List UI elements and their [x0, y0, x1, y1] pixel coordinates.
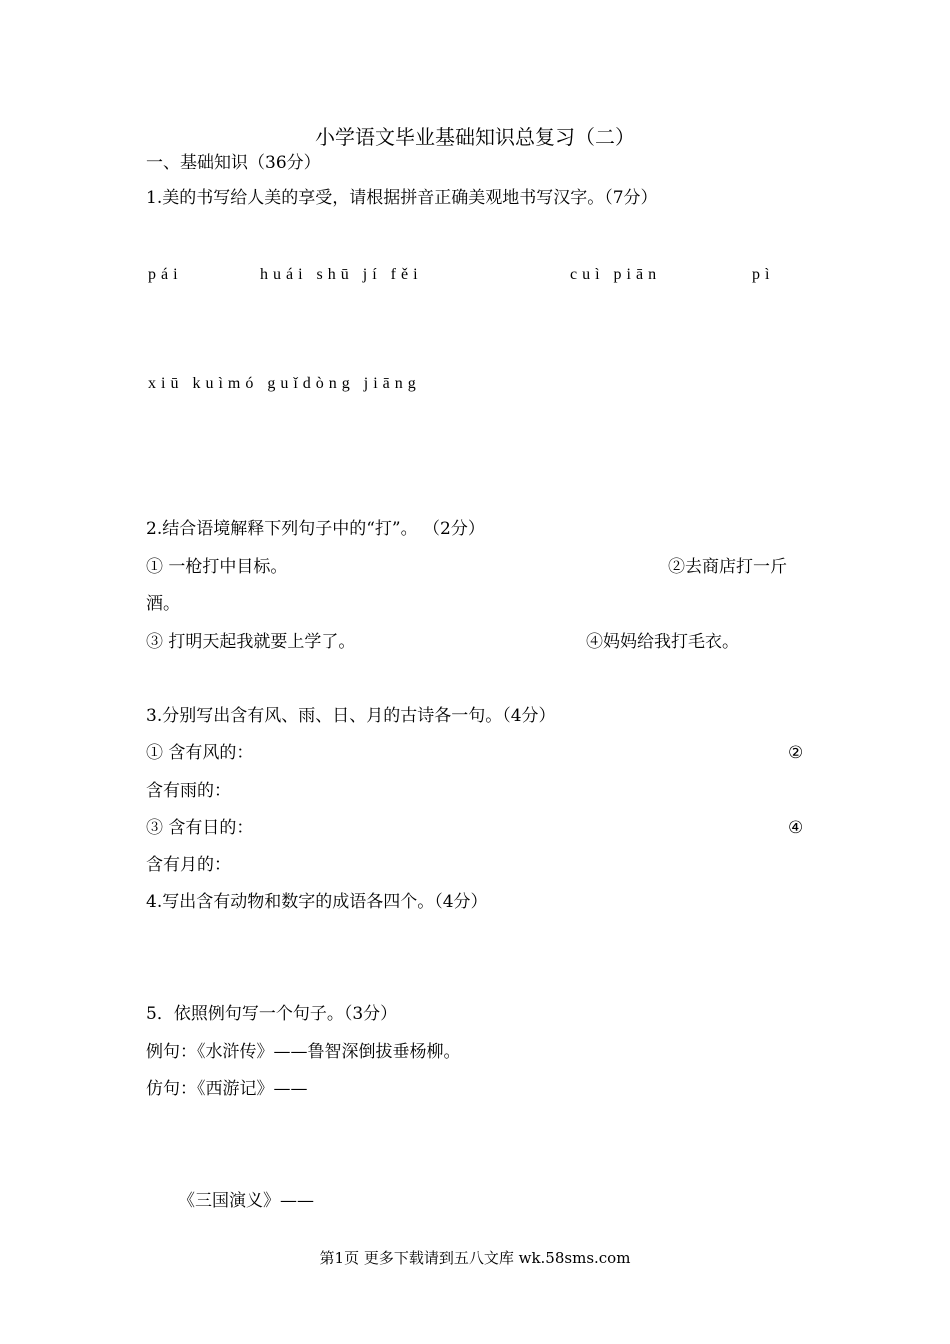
question-5-prompt: 5．依照例句写一个句子。（3分）	[146, 1004, 398, 1024]
section-heading: 一、基础知识（36分）	[146, 153, 321, 173]
question-2-item-1: ① 一枪打中目标。	[146, 557, 288, 577]
question-2-item-2: ②去商店打一斤	[668, 557, 787, 577]
pinyin-item: pì	[752, 266, 775, 283]
question-3-item-4-marker: ④	[788, 818, 804, 838]
page-footer: 第1页 更多下载请到五八文库 wk.58sms.com	[319, 1249, 631, 1267]
question-3-item-4: 含有月的：	[146, 855, 231, 875]
question-3-item-1: ① 含有风的：	[146, 743, 254, 763]
pinyin-item: huái shū jí fěi	[260, 266, 423, 283]
question-2-item-3: ③ 打明天起我就要上学了。	[146, 632, 356, 652]
question-5-imitation-2: 《三国演义》——	[178, 1191, 314, 1211]
question-3-item-2-marker: ②	[788, 743, 804, 763]
question-2-prompt: 2.结合语境解释下列句子中的“打”。 （2分）	[146, 519, 485, 539]
question-3-item-3: ③ 含有日的：	[146, 818, 254, 838]
question-2-item-4: ④妈妈给我打毛衣。	[586, 632, 739, 652]
page-title: 小学语文毕业基础知识总复习（二）	[315, 125, 635, 149]
pinyin-item: cuì piān	[570, 266, 662, 283]
question-3-prompt: 3.分别写出含有风、雨、日、月的古诗各一句。（4分）	[146, 706, 556, 726]
question-4-prompt: 4.写出含有动物和数字的成语各四个。（4分）	[146, 892, 488, 912]
pinyin-item: pái	[148, 266, 183, 283]
pinyin-row-2: xiū kuìmó guǐdòng jiāng	[148, 375, 421, 392]
question-3-item-2: 含有雨的：	[146, 781, 231, 801]
question-5-imitation-1: 仿句：《西游记》——	[146, 1079, 308, 1099]
question-5-example: 例句：《水浒传》——鲁智深倒拔垂杨柳。	[146, 1042, 461, 1062]
question-1-prompt: 1.美的书写给人美的享受，请根据拼音正确美观地书写汉字。（7分）	[146, 188, 658, 208]
question-2-item-2-continued: 酒。	[146, 594, 180, 614]
